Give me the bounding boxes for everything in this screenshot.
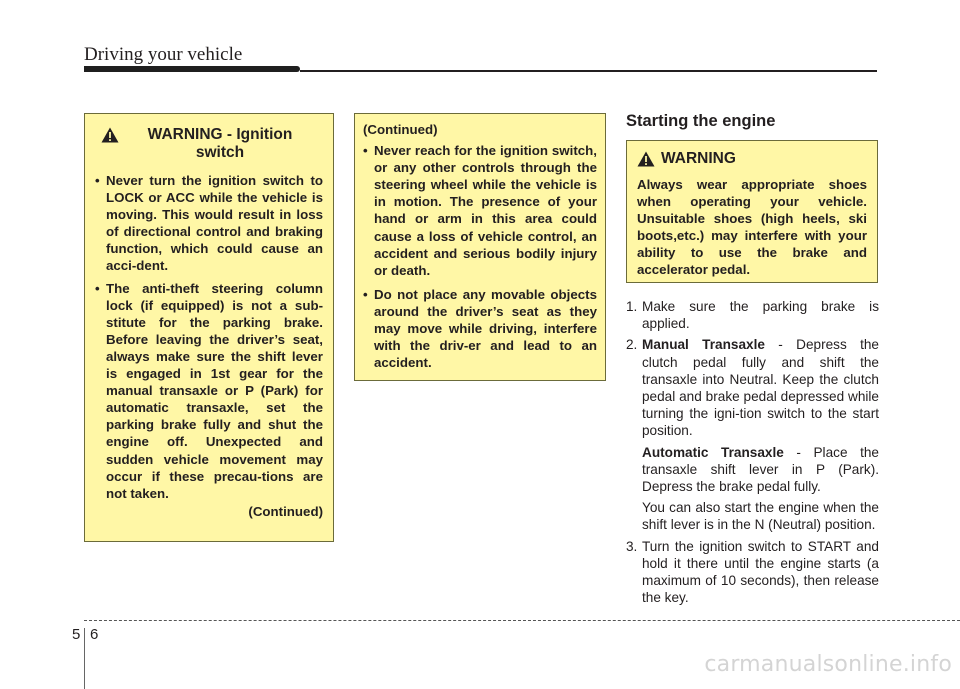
bullet-dot: • bbox=[95, 280, 100, 296]
step-label: Automatic Transaxle bbox=[642, 444, 784, 460]
warning-bullet-list bbox=[95, 172, 323, 502]
header-bar bbox=[84, 66, 300, 72]
bullet-text: Never reach for the ignition switch, or any other controls through the steering wheel while the vehicle is in motion. The presence of your hand or arm in this area could cause a loss of vehicle control, an accident and serious bodily injury or death. bbox=[374, 143, 597, 278]
footer-divider bbox=[84, 628, 85, 689]
bullet-text: The anti-theft steering column lock (if equipped) is not a sub-stitute for the parking brake. Before leaving the driver’s seat, always make sure the shift lever is engaged in 1st gear for the manual transaxle or P (Park) for automatic transaxle, set the parking brake fully and shut the engine off. Unexpected and sudden vehicle movement may occur if these precau-tions are not taken. bbox=[106, 280, 323, 501]
list-item bbox=[363, 142, 597, 279]
warning-box-continued bbox=[354, 113, 606, 381]
step-number: 3. bbox=[626, 538, 638, 554]
bullet-text: Do not place any movable objects around the driver’s seat as they may move while driving, interfere with the driv-er and lead to an accident. bbox=[374, 286, 597, 371]
warning-text: Always wear appropriate shoes when operating your vehicle. Unsuitable shoes (high heels, ski boots,etc.) may interfere with your ability to use the brake and accelerator pedal. bbox=[637, 177, 867, 278]
section-title: Starting the engine bbox=[626, 112, 776, 130]
warning-title: WARNING - Ignition switch bbox=[147, 126, 293, 161]
continued-label: (Continued) bbox=[248, 503, 323, 519]
continued-label: (Continued) bbox=[363, 122, 438, 137]
warning-bullet-list bbox=[363, 142, 597, 371]
warning-heading bbox=[95, 126, 323, 162]
list-item bbox=[95, 172, 323, 275]
step-number: 2. bbox=[626, 337, 638, 353]
list-item bbox=[363, 286, 597, 371]
footer-rule bbox=[84, 620, 960, 621]
warning-box-ignition bbox=[84, 113, 334, 542]
step-text: - Place the transaxle shift lever in P (Park). Depress the brake pedal fully. bbox=[642, 444, 879, 495]
list-item bbox=[626, 538, 879, 607]
warning-triangle-icon bbox=[101, 127, 119, 143]
step-sub-paragraph bbox=[642, 444, 879, 496]
warning-triangle-icon bbox=[637, 151, 655, 167]
list-item bbox=[626, 336, 879, 533]
bullet-dot: • bbox=[363, 143, 368, 159]
warning-title: WARNING bbox=[661, 150, 736, 167]
list-item bbox=[626, 298, 879, 332]
header-rule bbox=[300, 70, 877, 72]
chapter-number: 5 bbox=[72, 626, 81, 643]
page-header-title: Driving your vehicle bbox=[84, 44, 243, 65]
list-item bbox=[95, 280, 323, 502]
step-text: Turn the ignition switch to START and hold it there until the engine starts (a maximum of 10 seconds), then release the key. bbox=[642, 538, 879, 606]
watermark: carmanualsonline.info bbox=[704, 652, 952, 677]
bullet-text: Never turn the ignition switch to LOCK or ACC while the vehicle is moving. This would result in loss of directional control and braking function, which could cause an acci-dent. bbox=[106, 173, 323, 274]
step-number: 1. bbox=[626, 299, 638, 314]
step-text: Make sure the parking brake is applied. bbox=[642, 299, 879, 332]
step-text: - Depress the clutch pedal fully and shift the transaxle into Neutral. Keep the clutch pedal and brake pedal depressed while turning the igni-tion switch to the start position. bbox=[642, 337, 879, 439]
bullet-dot: • bbox=[95, 173, 100, 188]
step-label: Manual Transaxle bbox=[642, 337, 765, 353]
bullet-dot: • bbox=[363, 286, 368, 302]
page-number: 6 bbox=[90, 626, 99, 643]
warning-box-shoes bbox=[626, 140, 878, 283]
warning-heading bbox=[637, 150, 867, 168]
step-sub-paragraph: You can also start the engine when the shift lever is in the N (Neutral) position. bbox=[642, 500, 879, 533]
steps-list bbox=[626, 298, 879, 606]
